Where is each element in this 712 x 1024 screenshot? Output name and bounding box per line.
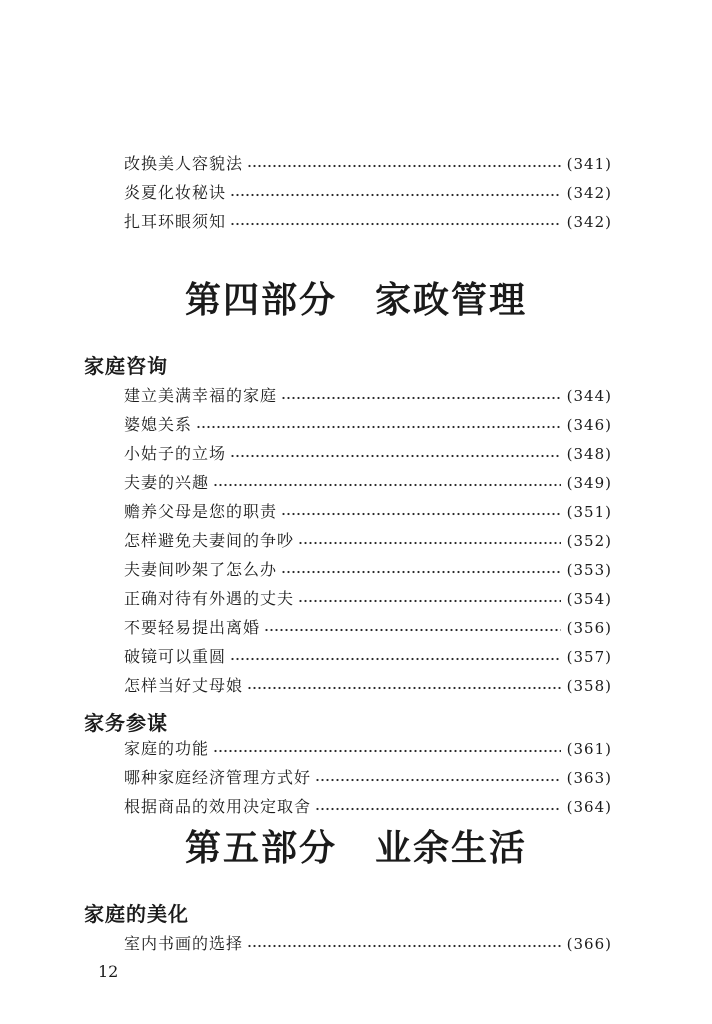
entry-page: (342) (566, 184, 612, 202)
dot-leader (230, 656, 561, 662)
dot-leader (213, 482, 561, 488)
dot-leader (315, 806, 561, 812)
toc-entry (124, 204, 612, 232)
entry-page: (366) (566, 935, 612, 953)
entry-title: 室内书画的选择 (124, 934, 244, 953)
entry-title: 建立美满幸福的家庭 (124, 386, 278, 405)
entry-title: 怎样避免夫妻间的争吵 (124, 531, 295, 550)
dot-leader (230, 192, 561, 198)
dot-leader (230, 453, 561, 459)
entry-page: (363) (566, 769, 612, 787)
dot-leader (196, 424, 561, 430)
entry-page: (342) (566, 213, 612, 231)
entry-title: 夫妻的兴趣 (124, 473, 210, 492)
entry-title: 家庭的功能 (124, 739, 210, 758)
toc-entry (124, 378, 612, 406)
entry-title: 破镜可以重圆 (124, 647, 227, 666)
entry-title: 根据商品的效用决定取舍 (124, 797, 312, 816)
entry-title: 炎夏化妆秘诀 (124, 183, 227, 202)
entry-page: (357) (566, 648, 612, 666)
entry-page: (351) (566, 503, 612, 521)
entry-page: (349) (566, 474, 612, 492)
part-title: 家政管理 (375, 280, 528, 321)
toc-entry (124, 639, 612, 667)
entry-title: 不要轻易提出离婚 (124, 618, 261, 637)
toc-entry (124, 436, 612, 464)
entry-page: (361) (566, 740, 612, 758)
entry-page: (353) (566, 561, 612, 579)
entry-page: (344) (566, 387, 612, 405)
toc-entry (124, 926, 612, 954)
dot-leader (298, 598, 561, 604)
page-number: 12 (98, 962, 119, 981)
dot-leader (281, 395, 561, 401)
entry-page: (348) (566, 445, 612, 463)
toc-entry (124, 494, 612, 522)
dot-leader (213, 748, 561, 754)
entry-title: 扎耳环眼须知 (124, 212, 227, 231)
entry-title: 改换美人容貌法 (124, 154, 244, 173)
entry-page: (364) (566, 798, 612, 816)
toc-entry (124, 407, 612, 435)
entry-title: 正确对待有外遇的丈夫 (124, 589, 295, 608)
toc-entry (124, 610, 612, 638)
toc-entry (124, 668, 612, 696)
entry-title: 婆媳关系 (124, 415, 193, 434)
section-heading: 家庭咨询 (84, 354, 168, 378)
entry-title: 赡养父母是您的职责 (124, 502, 278, 521)
toc-entry (124, 731, 612, 759)
part-title: 业余生活 (375, 828, 528, 869)
dot-leader (247, 685, 561, 691)
entry-title: 哪种家庭经济管理方式好 (124, 768, 312, 787)
entry-title: 怎样当好丈母娘 (124, 676, 244, 695)
part-number: 第四部分 (184, 280, 337, 321)
toc-entry (124, 523, 612, 551)
entry-page: (341) (566, 155, 612, 173)
part-heading (0, 820, 712, 871)
dot-leader (281, 511, 561, 517)
entry-title: 小姑子的立场 (124, 444, 227, 463)
entry-page: (358) (566, 677, 612, 695)
part-heading (0, 272, 712, 323)
dot-leader (230, 221, 561, 227)
section-heading: 家务参谋 (84, 711, 168, 735)
toc-entry (124, 146, 612, 174)
toc-entry (124, 465, 612, 493)
entry-page: (352) (566, 532, 612, 550)
toc-entry (124, 552, 612, 580)
dot-leader (247, 943, 561, 949)
dot-leader (315, 777, 561, 783)
entry-title: 夫妻间吵架了怎么办 (124, 560, 278, 579)
toc-entry (124, 789, 612, 817)
dot-leader (247, 163, 561, 169)
section-heading: 家庭的美化 (84, 902, 189, 926)
part-number: 第五部分 (184, 828, 337, 869)
entry-page: (356) (566, 619, 612, 637)
dot-leader (281, 569, 561, 575)
entry-page: (346) (566, 416, 612, 434)
toc-entry (124, 175, 612, 203)
dot-leader (298, 540, 561, 546)
dot-leader (264, 627, 561, 633)
entry-page: (354) (566, 590, 612, 608)
toc-entry (124, 581, 612, 609)
toc-entry (124, 760, 612, 788)
